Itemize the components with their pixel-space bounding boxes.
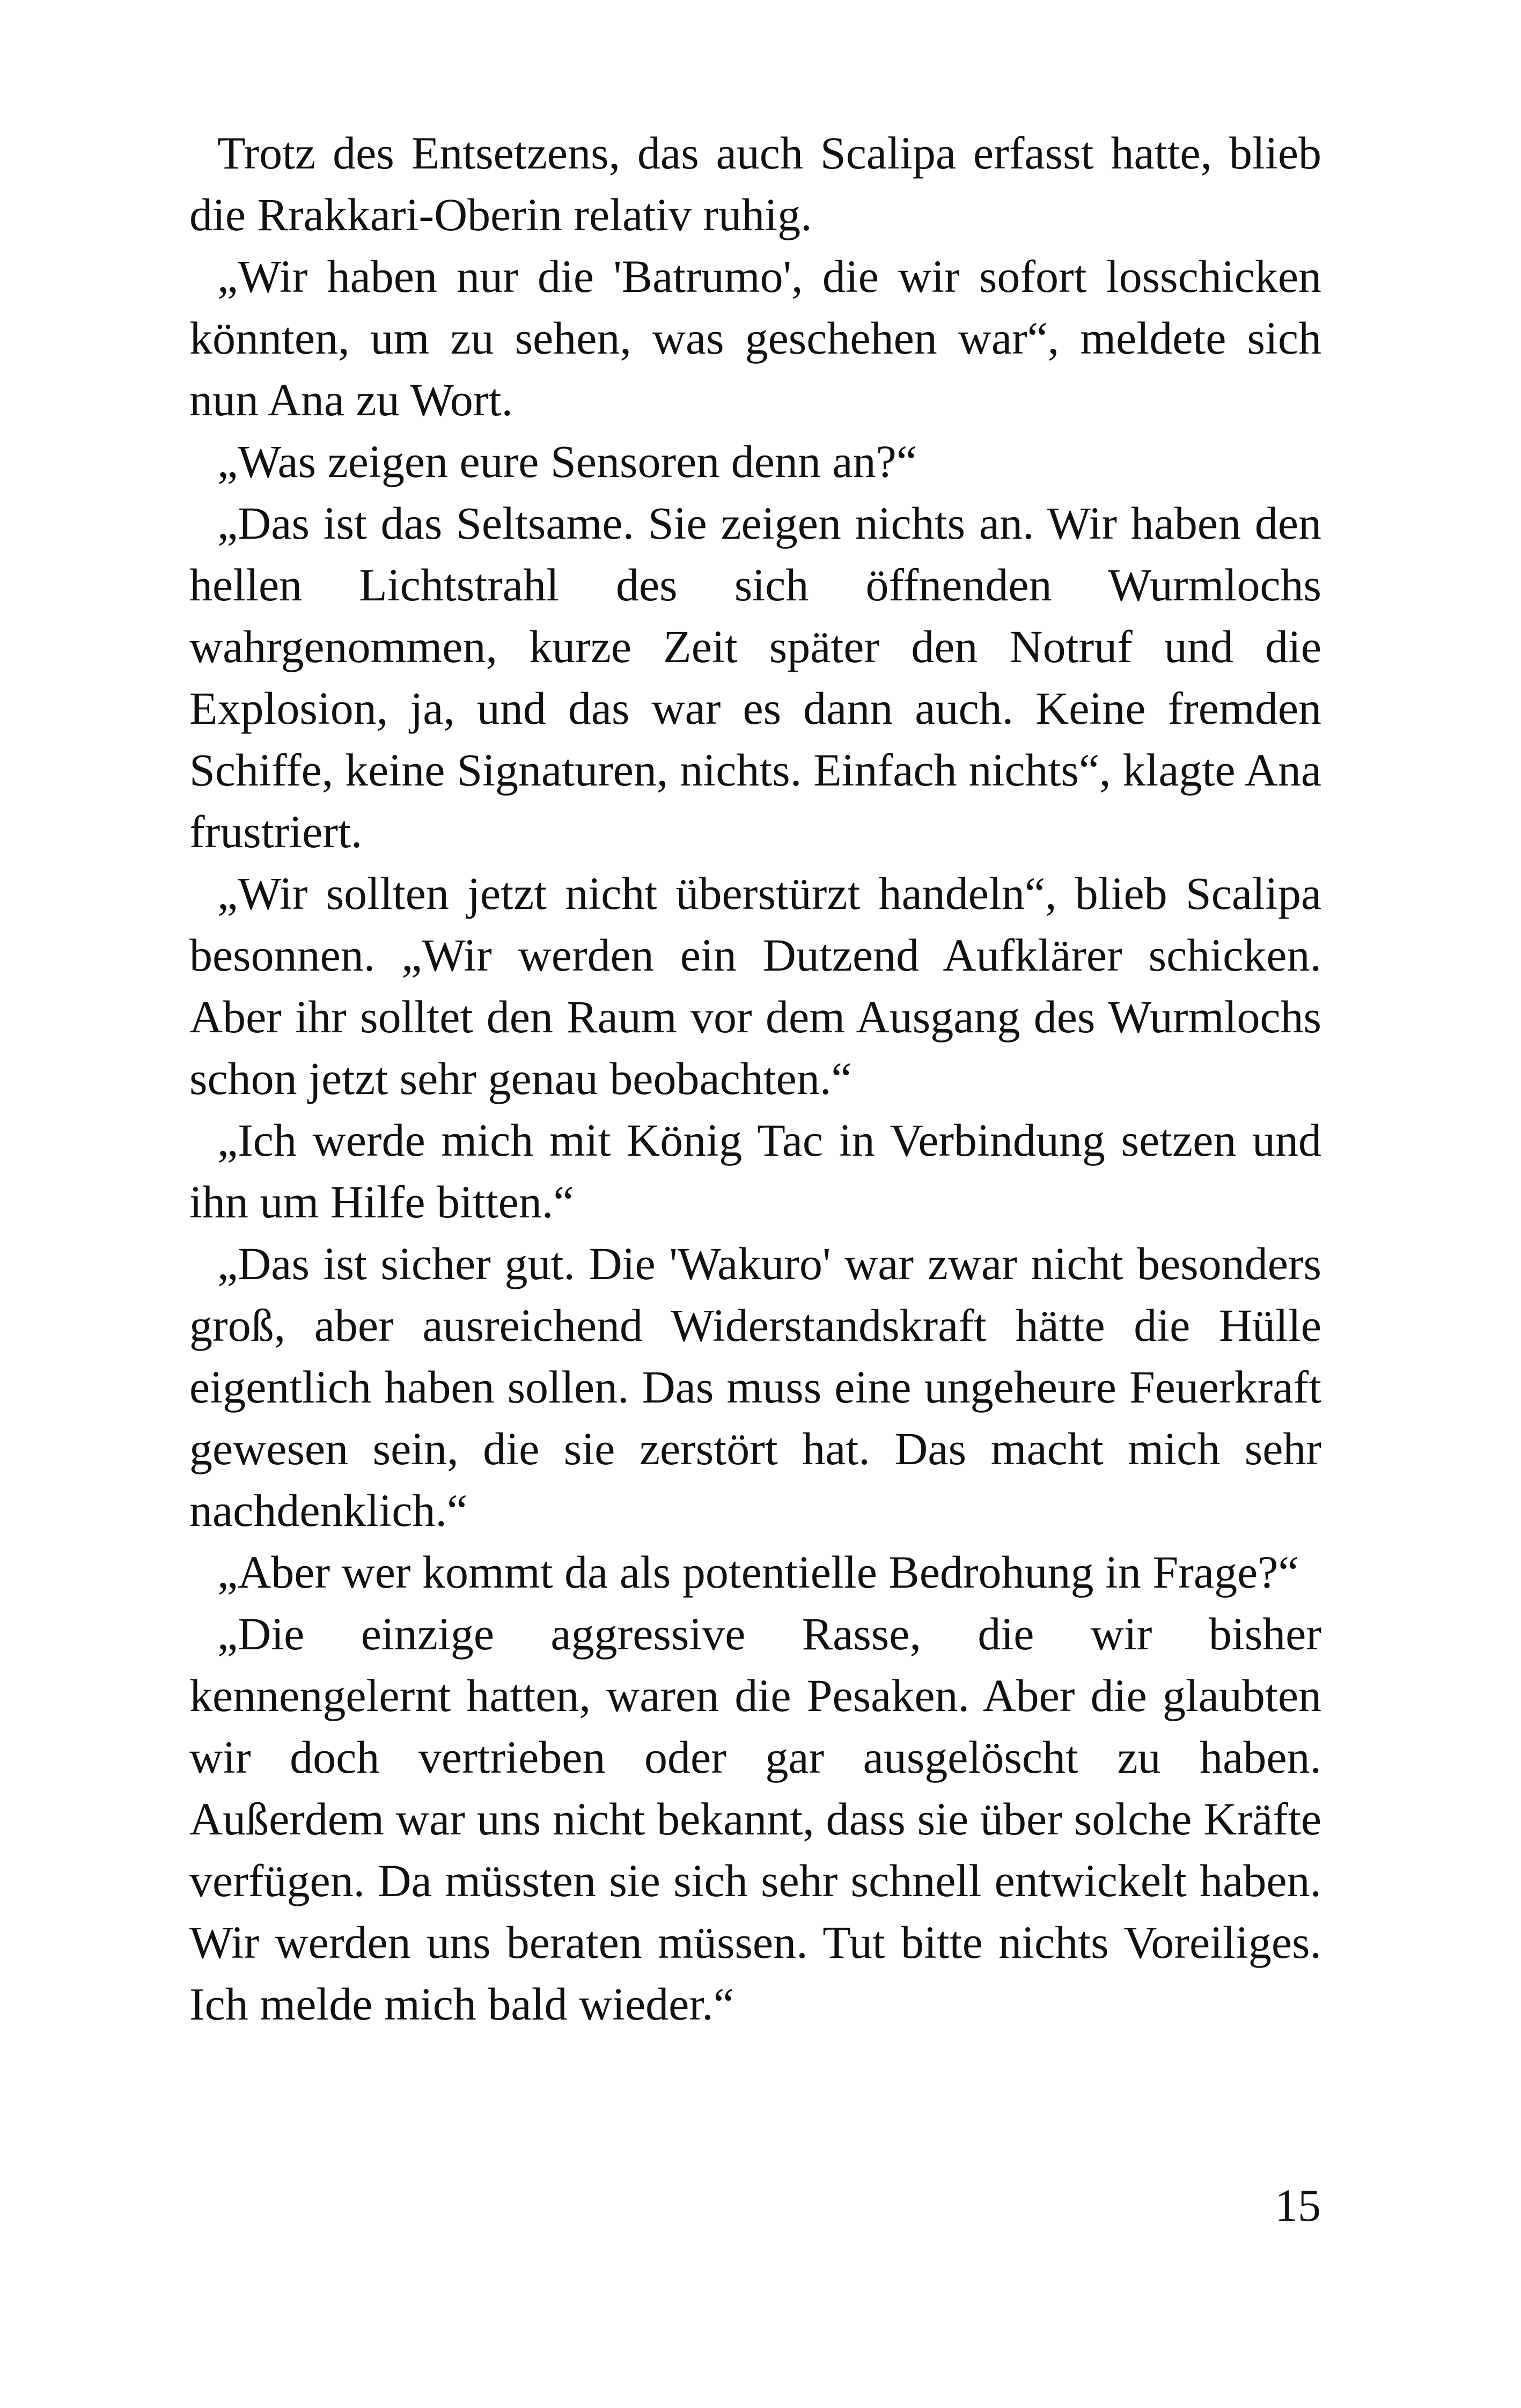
paragraph: „Das ist das Seltsame. Sie zeigen nichts an. Wir haben den hellen Lichtstrahl des sich öffnenden Wurmlochs wahrgenommen, kurze Zeit später den Notruf und die Explosion, ja, und das war es dann auch. Keine fremden Schiffe, keine Signaturen, nichts. Einfach nichts“, klagte Ana frustriert. [189, 497, 1321, 857]
paragraph: „Wir sollten jetzt nicht überstürzt handeln“, blieb Scalipa besonnen. „Wir werden ein Dutzend Aufklärer schicken. Aber ihr solltet den Raum vor dem Ausgang des Wurmlochs schon jetzt sehr genau beobachten.“ [189, 868, 1321, 1104]
body-text [189, 122, 1321, 2035]
paragraph: „Wir haben nur die 'Batrumo', die wir sofort losschicken könnten, um zu sehen, was geschehen war“, meldete sich nun Ana zu Wort. [189, 251, 1321, 425]
paragraph: „Was zeigen eure Sensoren denn an?“ [217, 436, 917, 487]
paragraph: „Ich werde mich mit König Tac in Verbindung setzen und ihn um Hilfe bitten.“ [189, 1114, 1321, 1228]
page-number: 15 [1275, 2179, 1321, 2231]
paragraph: Trotz des Entsetzens, das auch Scalipa erfasst hatte, blieb die Rrakkari-Oberin relativ ruhig. [189, 127, 1321, 240]
paragraph: „Das ist sicher gut. Die 'Wakuro' war zwar nicht besonders groß, aber ausreichend Widerstandskraft hätte die Hülle eigentlich haben sollen. Das muss eine ungeheure Feuerkraft gewesen sein, die sie zerstört hat. Das macht mich sehr nachdenklich.“ [189, 1238, 1321, 1536]
paragraph: „Aber wer kommt da als potentielle Bedrohung in Frage?“ [217, 1546, 1299, 1598]
paragraph: „Die einzige aggressive Rasse, die wir bisher kennengelernt hatten, waren die Pesaken. Aber die glaubten wir doch vertrieben oder gar ausgelöscht zu haben. Außerdem war uns nicht bekannt, dass sie über solche Kräfte verfügen. Da müssten sie sich sehr schnell entwickelt haben. Wir werden uns beraten müssen. Tut bitte nichts Voreiliges. Ich melde mich bald wieder.“ [189, 1608, 1321, 2030]
